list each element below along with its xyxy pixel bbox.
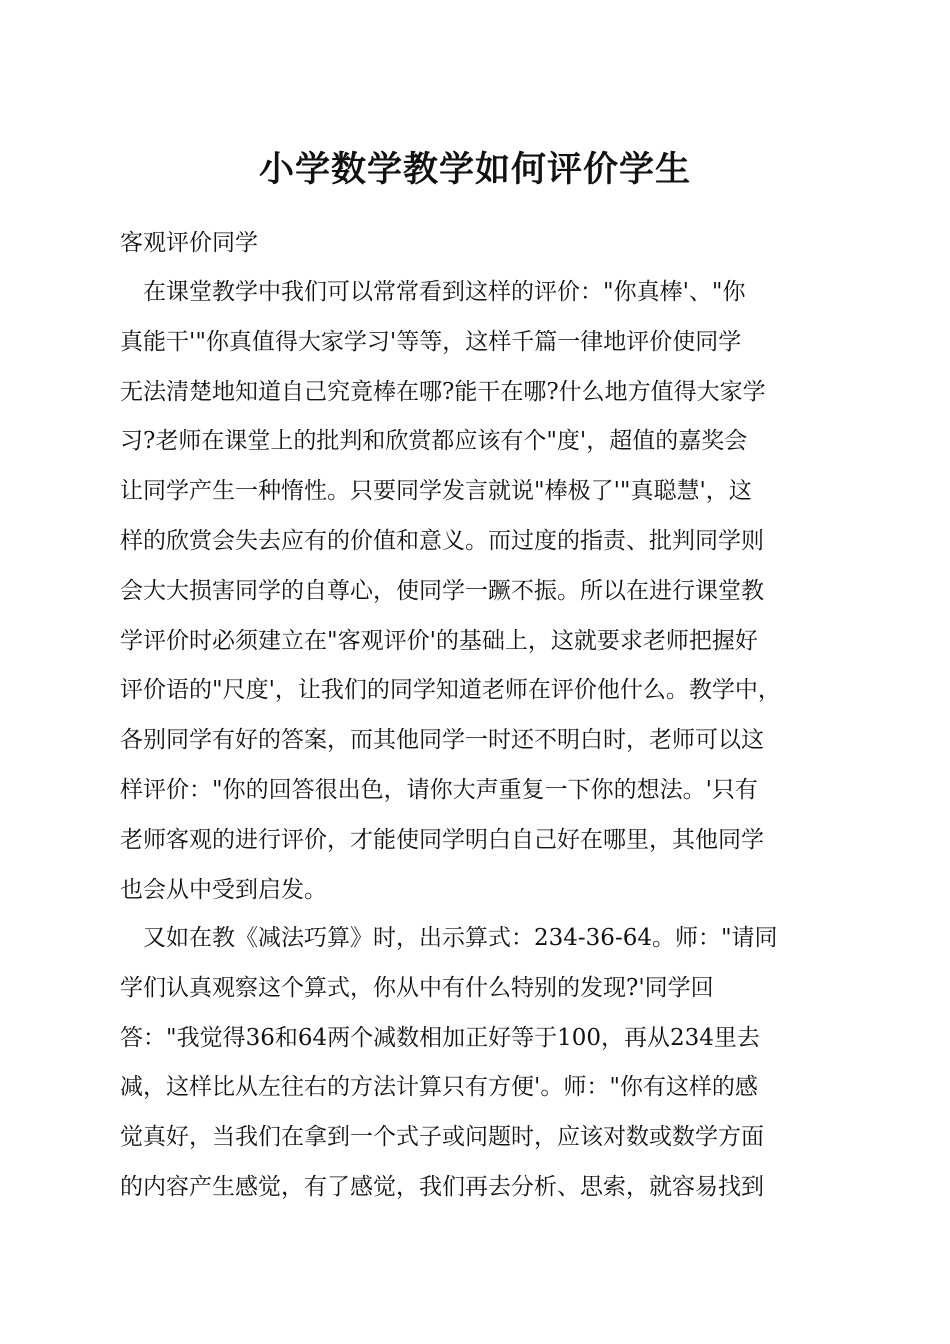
paragraph-line: 觉真好，当我们在拿到一个式子或问题时，应该对数或数学方面	[120, 1124, 764, 1151]
paragraph-1	[120, 276, 840, 923]
paragraph-line: 无法清楚地知道自己究竟棒在哪?能干在哪?什么地方值得大家学	[120, 378, 766, 405]
paragraph-line: 评价语的"尺度'，让我们的同学知道老师在评价他什么。教学中，	[120, 677, 781, 704]
paragraph-line: 减，这样比从左往右的方法计算只有方便'。师："你有这样的感	[120, 1074, 758, 1101]
paragraph-line: 习?老师在课堂上的批判和欣赏都应该有个"度'，超值的嘉奖会	[120, 428, 748, 455]
paragraph-line: 老师客观的进行评价，才能使同学明白自己好在哪里，其他同学	[120, 826, 764, 853]
section-heading: 客观评价同学	[120, 230, 258, 256]
paragraph-line: 又如在教《减法巧算》时，出示算式：234-36-64。师："请同	[120, 925, 778, 951]
paragraph-line: 的内容产生感觉，有了感觉，我们再去分析、思索，就容易找到	[120, 1173, 764, 1200]
paragraph-line: 在课堂教学中我们可以常常看到这样的评价："你真棒'、"你	[120, 279, 746, 305]
paragraph-line: 学评价时必须建立在"客观评价'的基础上，这就要求老师把握好	[120, 627, 758, 654]
paragraph-line: 让同学产生一种惰性。只要同学发言就说"棒极了'"真聪慧'，这	[120, 478, 752, 505]
paragraph-line: 学们认真观察这个算式，你从中有什么特别的发现?'同学回	[120, 974, 714, 1001]
document-title: 小学数学教学如何评价学生	[258, 149, 691, 190]
paragraph-line: 各别同学有好的答案，而其他同学一时还不明白时，老师可以这	[120, 727, 764, 754]
paragraph-line: 样评价："你的回答很出色，请你大声重复一下你的想法。'只有	[120, 776, 758, 803]
paragraph-line: 会大大损害同学的自尊心，使同学一蹶不振。所以在进行课堂教	[120, 577, 764, 604]
paragraph-line: 真能干'"你真值得大家学习'等等，这样千篇一律地评价使同学	[120, 328, 742, 355]
paragraph-line: 答："我觉得36和64两个减数相加正好等于100，再从234里去	[120, 1024, 760, 1051]
paragraph-line: 也会从中受到启发。	[120, 876, 327, 903]
paragraph-2	[120, 922, 840, 1221]
paragraph-line: 样的欣赏会失去应有的价值和意义。而过度的指责、批判同学则	[120, 527, 764, 554]
